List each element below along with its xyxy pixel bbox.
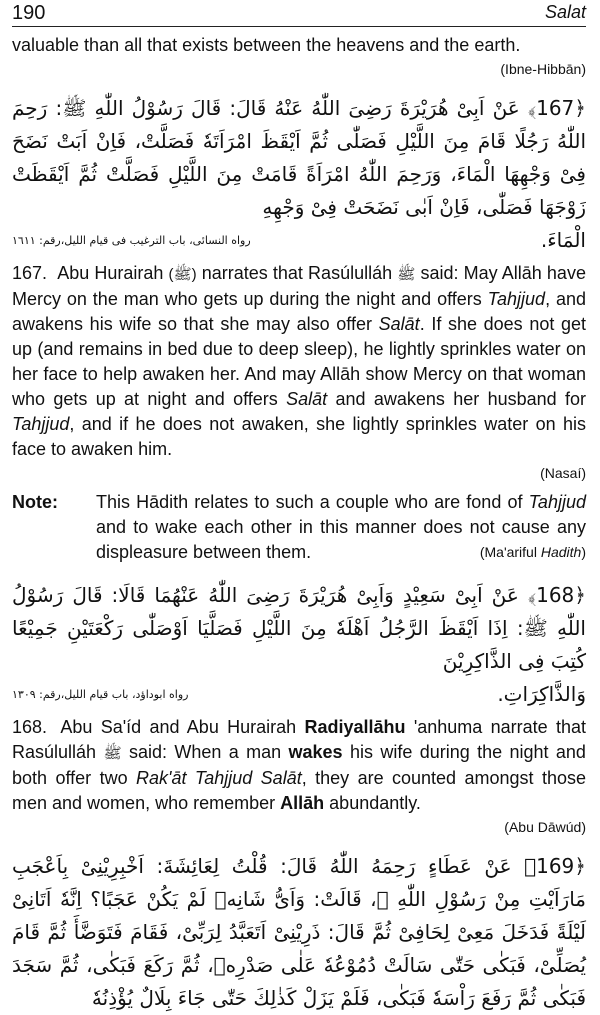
hadith-167-arabic: ﴿167﴾ عَنْ اَبِىْ هُرَيْرَةَ رَضِىَ اللّٰهُ عَنْهُ قَالَ: قَالَ رَسُوْلُ اللّٰهِ ﷺ: رَحِمَ اللّٰهُ رَجُلًا قَامَ مِنَ اللَّيْلِ فَصَلّٰى ثُمَّ اَيْقَظَ امْرَاَتَهٗ فَصَلَّتْ، فَاِنْ اَبَتْ نَضَحَ فِىْ وَجْهِهَا الْمَاءَ، وَرَحِمَ اللّٰهُ امْرَاَةً قَامَتْ مِنَ اللَّيْلِ فَصَلَّتْ ثُمَّ اَيْقَظَتْ زَوْجَهَا فَصَلّٰى، فَاِنْ اَبٰى نَضَحَتْ فِىْ وَجْهِهِ xyxy=(12,96,586,219)
hadith-167-arabic-end-row xyxy=(12,224,586,257)
note-label: Note: xyxy=(12,492,58,512)
reference-maariful-hadith: (Ma'ariful Hadith) xyxy=(479,544,586,560)
continuation-text: valuable than all that exists between the heavens and the earth. xyxy=(12,35,521,55)
hadith-167-arabic-end: الْمَاءَ. xyxy=(540,228,586,252)
page-header xyxy=(12,0,586,27)
reference-nasai: (Nasaí) xyxy=(540,465,586,481)
hadith-168-arabic-source: رواه ابوداؤد، باب قيام الليل،رقم: ١٣٠٩ xyxy=(12,687,189,701)
sallallahu-alaihi-wasallam-glyph: ﷺ xyxy=(397,266,416,283)
note-body: This Hādith relates to such a couple who are fond of Tahjjud and to wake each other in this manner does not cause any displeasure between them. (Ma'ariful Hadith) xyxy=(96,490,586,565)
hadith-169-arabic: ﴿169﴾ عَنْ عَطَاءٍ رَحِمَهُ اللّٰهُ قَالَ: قُلْتُ لِعَائِشَةَ: اَخْبِرِيْنِىْ بِاَعْجَبِ مَارَاَيْتِ مِنْ رَسُوْلِ اللّٰهِ ﷺ، قَالَتْ: وَاَىُّ شَانِهٖ لَمْ يَكُنْ عَجَبًا؟ اِنَّهٗ اَتَانِىْ لَيْلَةً فَدَخَلَ مَعِىْ لِحَافِىْ ثُمَّ قَالَ: ذَرِيْنِىْ اَتَعَبَّدُ لِرَبِّىْ، فَقَامَ فَتَوَضَّأَ ثُمَّ قَامَ يُصَلِّىْ، فَبَكٰى حَتّٰى سَالَتْ دُمُوْعُهٗ عَلٰى صَدْرِهٖ، ثُمَّ رَكَعَ فَبَكٰى، ثُمَّ سَجَدَ فَبَكٰى ثُمَّ رَفَعَ رَاْسَهٗ فَبَكٰى، فَلَمْ يَزَلْ كَذٰلِكَ حَتّٰى جَاءَ بِلَالٌ يُؤْذِنُهٗ xyxy=(12,854,586,1010)
sallallahu-alaihi-wasallam-glyph: ﷺ xyxy=(103,745,122,762)
hadith-168-translation: 168. Abu Sa'íd and Abu Hurairah Radiyallāhu 'anhuma narrate that Rasúlulláh ﷺ said: When a man wakes his wife during the night and both offer two Rak'āt Tahjjud Salāt, they are counted amongst those men and women, who remember Allāh abundantly. xyxy=(12,717,586,813)
radiyallahu-anhu-glyph: (ﷺ) xyxy=(168,266,197,283)
hadith-167-arabic-source: رواه النسائى، باب الترغيب فى قيام الليل،رقم: ١٦١١ xyxy=(12,233,251,247)
hadith-168-arabic-end-row xyxy=(12,678,586,711)
running-title: Salat xyxy=(544,2,586,22)
page-number: 190 xyxy=(12,2,46,24)
hadith-167-translation: 167. Abu Hurairah (ﷺ) narrates that Rasúlulláh ﷺ said: May Allāh have Mercy on the man who gets up during the night and offers Tahjjud, and awakens his wife so that she may also offer Salāt. If she does not get up (and remains in bed due to deep sleep), he lightly sprinkles water on her face to help awaken her. And may Allāh show Mercy on that woman who gets up at night and offers Salāt and awakens her husband for Tahjjud, and if he does not awaken, she lightly sprinkles water on his face to awaken him. xyxy=(12,263,587,459)
note-block xyxy=(12,490,586,565)
reference-abu-dawud: (Abu Dāwúd) xyxy=(504,819,586,835)
hadith-168-arabic-end: وَالذَّاكِرَاتِ. xyxy=(497,682,586,706)
hadith-168-arabic: ﴿168﴾ عَنْ اَبِىْ سَعِيْدٍ وَاَبِىْ هُرَيْرَةَ رَضِىَ اللّٰهُ عَنْهُمَا قَالَا: قَالَ رَسُوْلُ اللّٰهِ ﷺ: اِذَا اَيْقَظَ الرَّجُلُ اَهْلَهٗ مِنَ اللَّيْلِ فَصَلَّيَا اَوْصَلّٰى رَكْعَتَيْنِ جَمِيْعًا كُتِبَ فِى الذَّاكِرِيْنَ xyxy=(12,583,586,673)
reference-ibne-hibban: (Ibne-Hibbān) xyxy=(500,61,586,77)
hadith-number: 168. xyxy=(12,717,48,737)
hadith-number: 167. xyxy=(12,263,48,283)
